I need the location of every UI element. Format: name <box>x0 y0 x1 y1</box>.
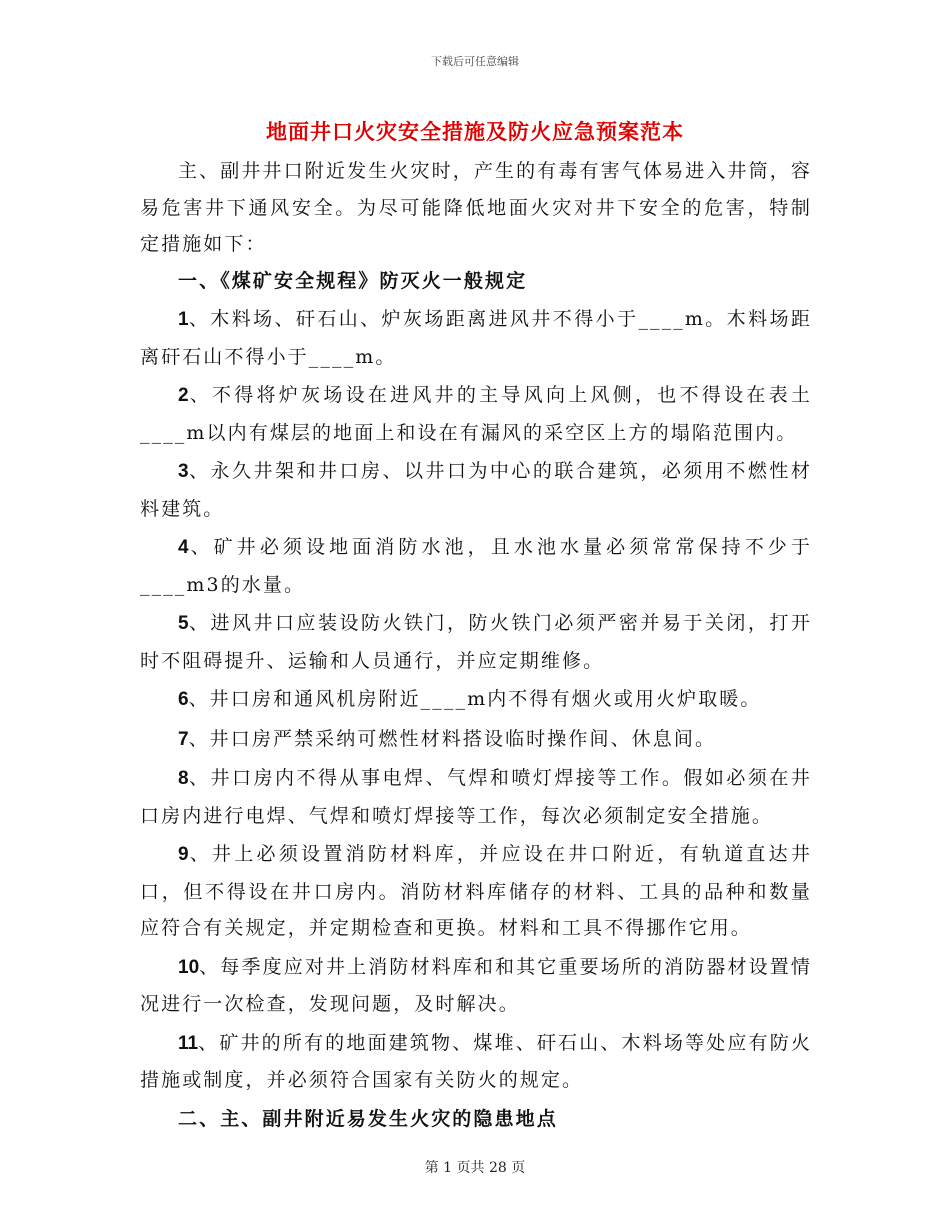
section1-heading: 一、《煤矿安全规程》防灭火一般规定 <box>178 269 528 292</box>
list-item <box>140 1025 812 1099</box>
section2-heading: 二、主、副井附近易发生火灾的隐患地点 <box>178 1107 558 1130</box>
item-text: 、不得将炉灰场设在进风井的主导风向上风侧，也不得设在表土____m以内有煤层的地面上和设在有漏风的采空区上方的塌陷范围内。 <box>140 384 812 444</box>
item-number: 3 <box>178 461 189 482</box>
item-number: 2 <box>178 385 189 406</box>
item-number: 11 <box>178 1032 199 1054</box>
list-item <box>140 760 812 834</box>
item-text: 、永久井架和井口房、以井口为中心的联合建筑，必须用不燃性材料建筑。 <box>140 460 812 520</box>
list-item <box>140 529 812 603</box>
item-number: 4 <box>178 537 189 558</box>
document-title: 地面井口火灾安全措施及防火应急预案范本 <box>266 119 684 144</box>
list-item <box>140 453 812 527</box>
item-number: 6 <box>178 689 189 710</box>
item-number: 1 <box>178 309 189 330</box>
item-text: 、矿井必须设地面消防水池，且水池水量必须常常保持不少于____m3的水量。 <box>140 536 812 596</box>
list-item <box>140 301 812 375</box>
item-text: 、木料场、矸石山、炉灰场距离进风井不得小于____m。木料场距离矸石山不得小于____m。 <box>140 308 812 368</box>
item-text: 、井口房内不得从事电焊、气焊和喷灯焊接等工作。假如必须在井口房内进行电焊、气焊和喷灯焊接等工作，每次必须制定安全措施。 <box>140 767 812 827</box>
item-text: 、每季度应对井上消防材料库和和其它重要场所的消防器材设置情况进行一次检查，发现问题，及时解决。 <box>140 955 812 1015</box>
item-number: 9 <box>178 844 189 865</box>
page-footer: 第 1 页共 28 页 <box>424 1160 526 1176</box>
item-number: 7 <box>178 728 189 750</box>
item-text: 、井上必须设置消防材料库，并应设在井口附近，有轨道直达井口，但不得设在井口房内。消防材料库储存的材料、工具的品种和数量应符合有关规定，并定期检查和更换。材料和工具不得挪作它用。 <box>140 843 812 939</box>
list-item <box>140 836 812 947</box>
item-text: 、井口房和通风机房附近____m内不得有烟火或用火炉取暖。 <box>188 688 762 710</box>
list-item <box>140 681 812 719</box>
item-number: 10 <box>178 956 200 978</box>
intro-paragraph: 主、副井井口附近发生火灾时，产生的有毒有害气体易进入井筒，容易危害井下通风安全。为尽可能降低地面火灾对井下安全的危害，特制定措施如下： <box>140 160 812 255</box>
list-item <box>140 377 812 451</box>
list-item <box>140 721 812 759</box>
header-note: 下载后可任意编辑 <box>431 55 519 68</box>
item-text: 、井口房严禁采纳可燃性材料搭设临时操作间、休息间。 <box>188 727 717 750</box>
item-number: 5 <box>178 613 189 634</box>
item-text: 、进风井口应装设防火铁门，防火铁门必须严密并易于关闭，打开时不阻碍提升、运输和人员通行，并应定期维修。 <box>140 612 812 672</box>
list-item <box>140 949 812 1023</box>
list-item <box>140 605 812 679</box>
item-text: 、矿井的所有的地面建筑物、煤堆、矸石山、木料场等处应有防火措施或制度，并必须符合国家有关防火的规定。 <box>140 1031 812 1091</box>
item-number: 8 <box>178 768 189 789</box>
document-body <box>140 153 812 1139</box>
